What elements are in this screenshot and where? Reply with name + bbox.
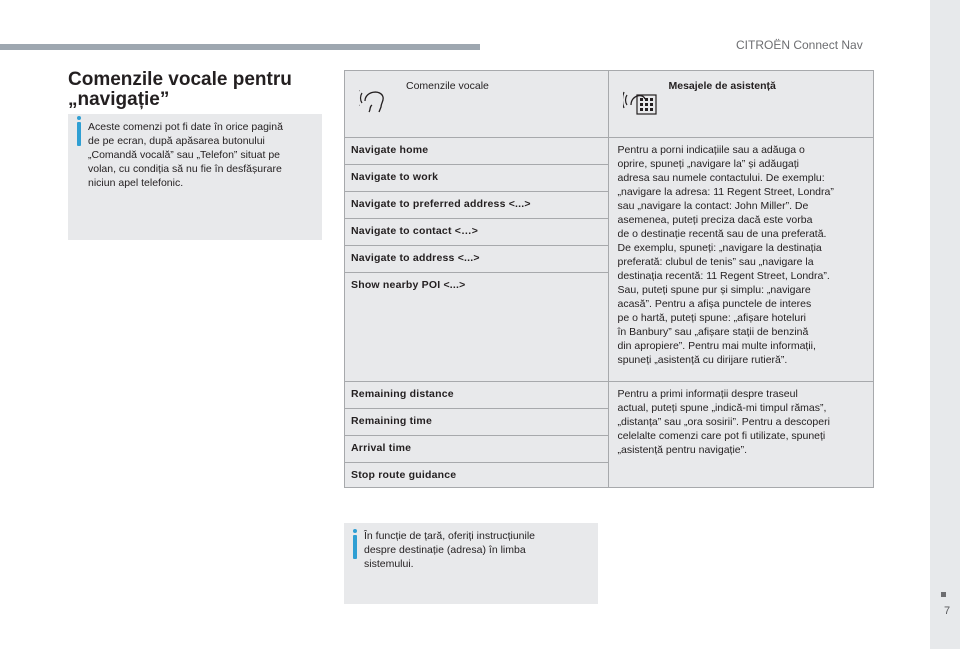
help-line: în Banbury” sau „afișare stații de benzină: [617, 326, 809, 338]
command-cell: Navigate to work: [345, 165, 609, 192]
page-side-strip: [930, 0, 960, 649]
note-line: „Comandă vocală” sau „Telefon” situat pe: [88, 149, 281, 161]
note-line: niciun apel telefonic.: [88, 177, 184, 189]
help-line: preferată: clubul de tenis” sau „navigare la: [617, 256, 814, 268]
note-line: despre destinație (adresa) în limba: [364, 544, 526, 556]
command-cell: Stop route guidance: [345, 463, 609, 488]
command-cell: Navigate home: [345, 138, 609, 165]
section-title: [68, 70, 328, 110]
help-line: „asistență pentru navigație”.: [617, 444, 748, 456]
help-line: spuneți „asistență cu dirijare rutieră”.: [617, 354, 788, 366]
command-cell: Navigate to contact <…>: [345, 219, 609, 246]
note-line: În funcție de țară, oferiți instrucțiunile: [364, 530, 536, 542]
command-cell: Navigate to preferred address <...>: [345, 192, 609, 219]
help-line: „distanța” sau „ora sosirii”. Pentru a descoperi: [617, 416, 830, 428]
info-icon: [77, 122, 81, 146]
help-line: celelalte comenzi care pot fi utilizate, spuneți: [617, 430, 826, 442]
info-icon: [353, 535, 357, 559]
help-line: destinația recentă: 11 Regent Street, Londra”.: [617, 270, 830, 282]
help-line: adresa sau numele contactului. De exemplu:: [617, 172, 825, 184]
help-line: De exemplu, spuneți: „navigare la destinația: [617, 242, 822, 254]
table-row: [345, 382, 874, 409]
help-line: oprire, spuneți „navigare la” și adăugați: [617, 158, 800, 170]
page-number: 7: [943, 605, 951, 617]
command-cell: Arrival time: [345, 436, 609, 463]
language-note: [344, 523, 598, 604]
help-line: Pentru a porni indicațiile sau a adăuga o: [617, 144, 805, 156]
brand-label: CITROËN Connect Nav: [736, 38, 863, 52]
command-cell: Remaining time: [345, 409, 609, 436]
language-note-text: [364, 529, 592, 571]
command-cell: Navigate to address <...>: [345, 246, 609, 273]
help-line: acasă”. Pentru a afișa punctele de interes: [617, 298, 812, 310]
help-line: Pentru a primi informații despre traseul: [617, 388, 798, 400]
intro-note-text: [88, 120, 316, 190]
page-marker-icon: [941, 592, 946, 597]
help-line: asemenea, puteți preciza dacă este vorba: [617, 214, 813, 226]
help-line: „navigare la adresa: 11 Regent Street, Londra”: [617, 186, 834, 198]
help-header-label: Mesajele de asistență: [668, 80, 776, 92]
command-cell: Remaining distance: [345, 382, 609, 409]
section-title-line: Comenzile vocale pentru: [68, 69, 292, 90]
note-line: sistemului.: [364, 558, 414, 570]
table-row: [345, 138, 874, 165]
help-cell: [609, 382, 874, 488]
help-line: Sau, puteți spune pur și simplu: „navigare: [617, 284, 811, 296]
note-line: de pe ecran, după apăsarea butonului: [88, 135, 265, 147]
intro-note: [68, 114, 322, 240]
commands-header: [345, 71, 609, 138]
help-line: sau „navigare la contact: John Miller”. De: [617, 200, 809, 212]
help-cell: [609, 138, 874, 382]
commands-header-label: Comenzile vocale: [406, 80, 489, 92]
table-header-row: [345, 71, 874, 138]
help-line: de o destinație recentă sau de una preferată.: [617, 228, 827, 240]
section-title-line: „navigație”: [68, 89, 170, 110]
voice-command-icon: [359, 81, 389, 113]
command-cell: Show nearby POI <...>: [345, 273, 609, 382]
voice-commands-table: [344, 70, 874, 488]
help-line: actual, puteți spune „indică-mi timpul rămas”,: [617, 402, 827, 414]
note-line: Aceste comenzi pot fi date în orice pagină: [88, 121, 283, 133]
help-header: [609, 71, 874, 138]
help-line: pe o hartă, puteți spune: „afișare hoteluri: [617, 312, 807, 324]
voice-keypad-icon: [623, 81, 657, 115]
help-line: din apropiere”. Pentru mai multe informații,: [617, 340, 816, 352]
header-rule: [0, 44, 480, 50]
note-line: volan, cu condiția să nu fie în desfășurare: [88, 163, 282, 175]
